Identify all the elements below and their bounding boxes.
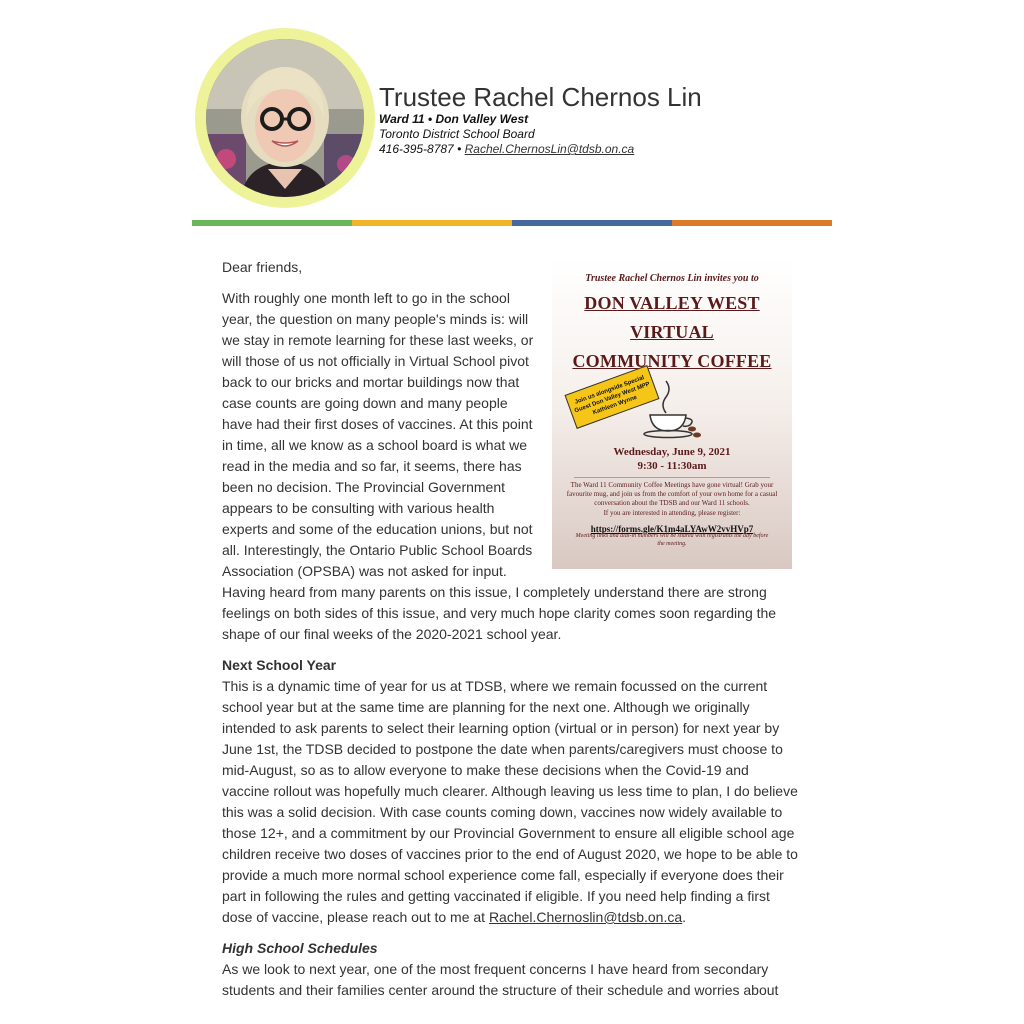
paragraph-high-school-schedules: As we look to next year, one of the most frequent concerns I have heard from secondary students and their families center around the structure of their schedule and worries about <box>222 961 779 998</box>
flyer-guest-badge: Join us alongside Special Guest Don Valley West MPP Kathleen Wynne <box>564 365 659 429</box>
avatar <box>206 39 364 197</box>
trustee-name: Trustee Rachel Chernos Lin <box>379 82 702 112</box>
ward-line: Ward 11 • Don Valley West <box>379 112 529 126</box>
heading-high-school-schedules: High School Schedules <box>222 940 378 956</box>
color-bar-blue <box>512 220 672 226</box>
paragraph-remote-learning: With roughly one month left to go in the school year, the question on many people's minds is: will we stay in remote learning for these last weeks, or will those of us not officially in Virtual School pivot back to our bricks and mortar buildings now that case counts are going down and many people have had their first doses of vaccines. At this point in time, all we know as a school board is what we read in the media and so far, it seems, there has been no decision. The Provincial Government appears to be consulting with various health experts and some of the education unions, but not all. Interestingly, the Ontario Public School Boards Association (OPSBA) was not asked for input. Having heard from many parents on this issue, I completely understand there are strong feelings on both sides of this issue, and very much hope clarity comes soon regarding the shape of our final weeks of the 2020-2021 school year. <box>222 290 777 642</box>
color-bar-yellow <box>352 220 512 226</box>
coffee-cup-icon <box>642 379 702 441</box>
paragraph-end: . <box>682 909 687 925</box>
flyer-divider <box>574 477 770 478</box>
flyer-title-1: DON VALLEY WEST <box>584 293 760 313</box>
contact-line <box>379 142 702 157</box>
flyer-invite: Trustee Rachel Chernos Lin invites you to <box>585 273 759 284</box>
greeting: Dear friends, <box>222 259 303 275</box>
newsletter-body <box>222 257 800 1011</box>
paragraph-next-school-year-text: This is a dynamic time of year for us at TDSB, where we remain focussed on the current school year but at the same time are planning for the next one. Although we originally intended to ask parents to select their learning option (virtual or in person) for next year by June 1st, the TDSB decided to postpone the date when parents/caregivers must choose to mid-August, so as to allow everyone to make these decisions when the Covid-19 and vaccine rollout was hopefully much clearer. Although leaving us less time to plan, I do believe this was a solid decision. With case counts coming down, vaccines now widely available to those 12+, and a commitment by our Provincial Government to ensure all eligible school age children receive two doses of vaccines prior to the end of August 2020, we hope to be able to provide a much more normal school experience come fall, especially if everyone does their part in following the rules and getting vaccinated if eligible. If you need help finding a first dose of vaccine, please reach out to me at <box>222 678 798 925</box>
flyer-register-link: https://forms.gle/K1m4aLYAwW2vvHVp7 <box>590 524 754 534</box>
flyer-date <box>552 445 792 473</box>
email-link-body[interactable]: Rachel.Chernoslin@tdsb.on.ca <box>488 909 683 925</box>
flyer-description: The Ward 11 Community Coffee Meetings have gone virtual! Grab your favourite mug, and join us from the comfort of your own home for a casual conversation about the TDSB and our Ward 11 schools. <box>566 481 778 507</box>
email-link[interactable]: Rachel.ChernosLin@tdsb.on.ca <box>464 142 635 156</box>
flyer-register-text: If you are interested in attending, please register: <box>603 509 741 517</box>
heading-next-school-year: Next School Year <box>222 657 337 673</box>
phone: 416-395-8787 • <box>379 142 465 156</box>
flyer-note: Meeting links and dial-in numbers will be shared with registrants the day before the meeting. <box>575 533 769 547</box>
coffee-flyer-image <box>552 259 792 569</box>
flyer-time-text: 9:30 - 11:30am <box>637 460 707 472</box>
flyer-title-2: VIRTUAL <box>630 322 714 342</box>
flyer-date-text: Wednesday, June 9, 2021 <box>613 446 731 458</box>
header-text <box>379 82 702 157</box>
color-bar-green <box>192 220 352 226</box>
portrait-image <box>206 39 364 197</box>
flyer-title-3: COMMUNITY COFFEE <box>572 351 772 371</box>
board-line: Toronto District School Board <box>379 127 535 141</box>
paragraph-next-school-year <box>222 676 800 928</box>
color-bar <box>192 220 832 226</box>
color-bar-orange <box>672 220 832 226</box>
